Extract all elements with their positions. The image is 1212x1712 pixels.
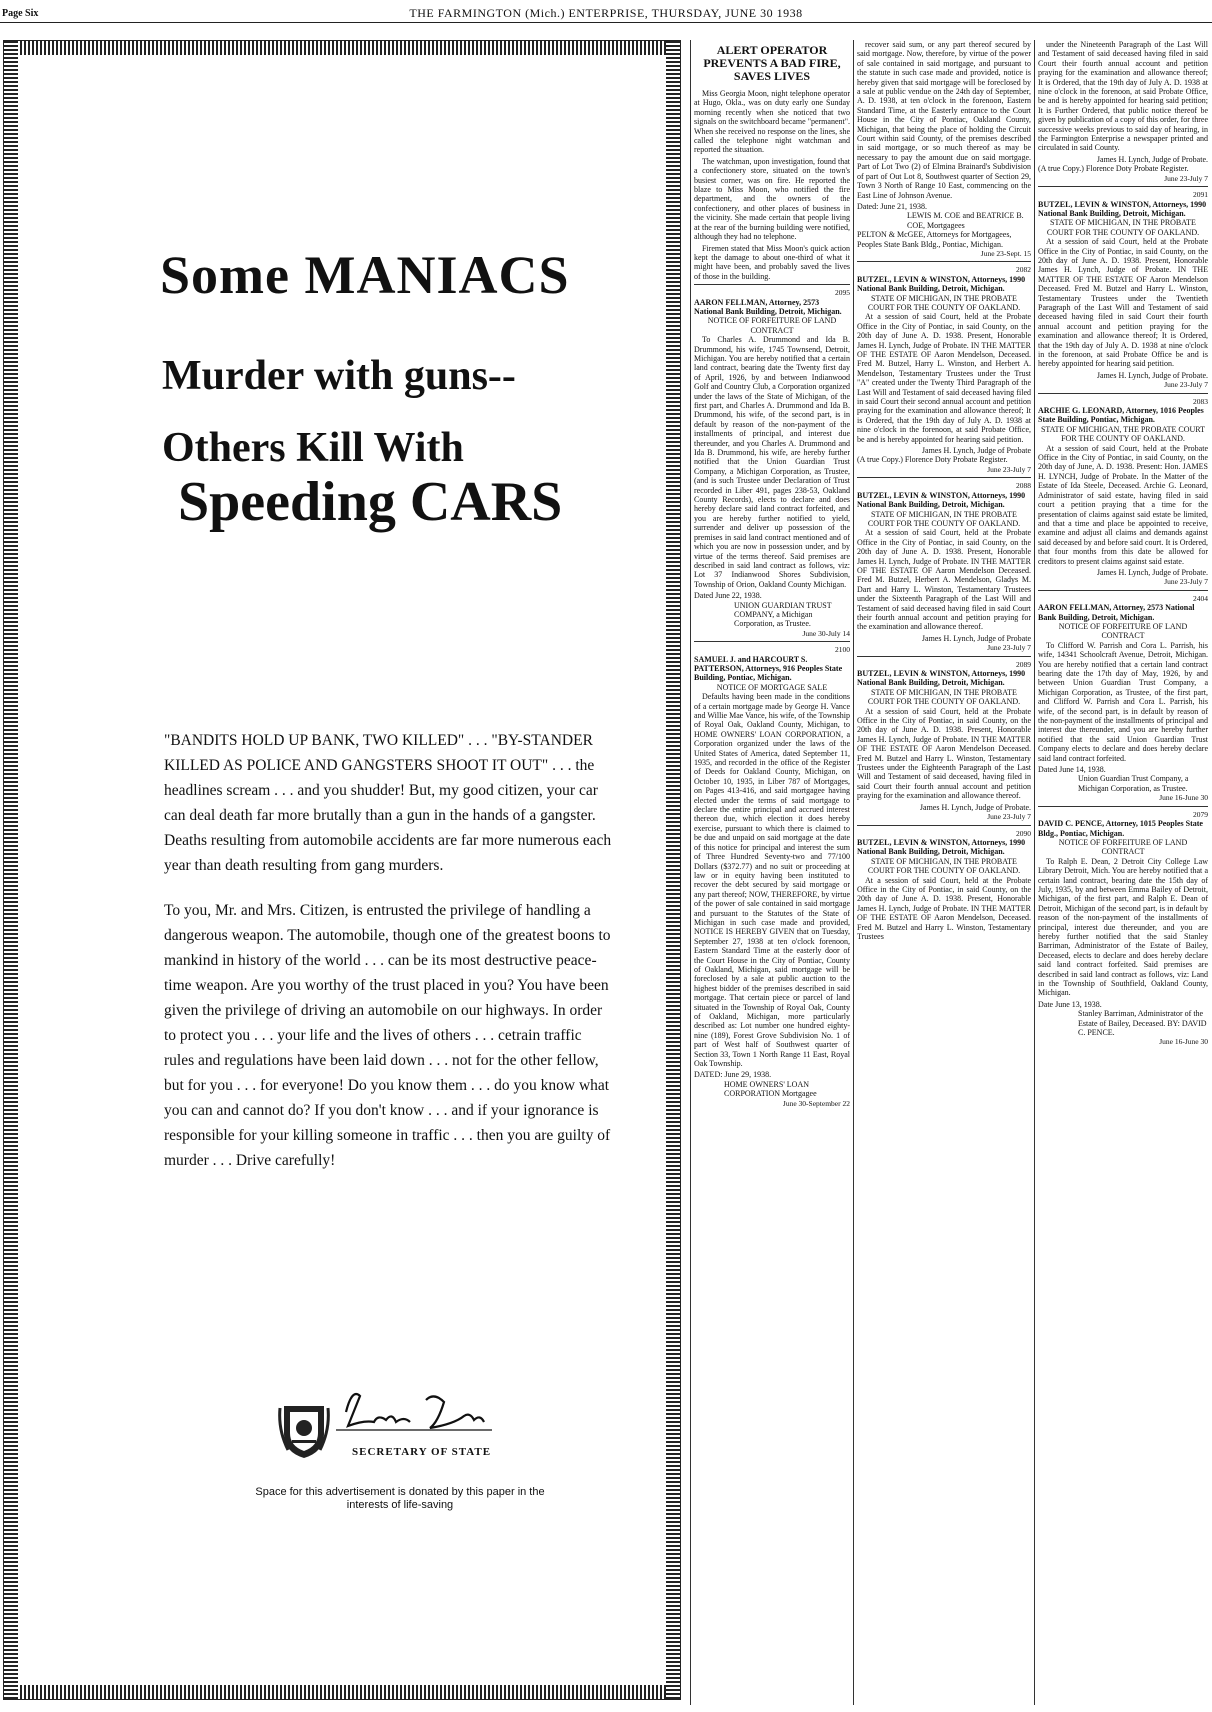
- ad-border-top: [4, 41, 680, 55]
- notice-title: STATE OF MICHIGAN, IN THE PROBATE COURT FOR THE COUNTY OF OAKLAND.: [867, 856, 1021, 876]
- notice-title: NOTICE OF FORFEITURE OF LAND CONTRACT: [1058, 837, 1188, 857]
- story-paragraph: Firemen stated that Miss Moon's quick action kept the damage to about one-third of what it might have been, and probably saved the lives of those in the building.: [694, 243, 850, 281]
- notice-rule: [1038, 806, 1208, 807]
- notice-signer: HOME OWNERS' LOAN CORPORATION Mortgagee: [724, 1079, 817, 1099]
- notice-title: NOTICE OF MORTGAGE SALE: [716, 682, 828, 692]
- notice-rule: [857, 656, 1031, 657]
- notice-attorney: PELTON & McGEE, Attorneys for Mortgagees, Peoples State Bank Bldg., Pontiac, Michigan.: [857, 230, 1012, 249]
- ad-headline-2: Murder with guns--: [162, 353, 516, 399]
- notice-body: To Charles A. Drummond and Ida B. Drummond, his wife, 1745 Townsend, Detroit, Michigan. You are hereby notified that a certain land contract, bearing date the Twenty first day of April, 1926, by and between Indianwood Golf and Country Club, a Corporation organized under the laws of the State of Michigan, of the first part, and Charles A. Drummond and Ida B. Drummond, his wife, of the second part, is in default by reason of the non-payment of the installments of principal, and interest due thereunder, and you Charles A. Drummond and Ida B. Drummond, his wife, are hereby further notified that the Union Guardian Trust Company, a Michigan Corporation, as Trustee, (and is such Trustee under Declaration of Trust recorded in Liber 491, pages 238-53, Oakland County Records), elects to declare and does hereby declare said land contract forfeited, and you are hereby further notified to yield, surrender and deliver up possession of the premises in said land contract mentioned and of which you are now in possession under, and by virtue of the terms thereof. Said premises are described in said land contract as follows, viz: Lot 37 Indianwood Shores Subdivision, Township of Orion, Oakland County Michigan.: [694, 335, 850, 589]
- column-rule: [853, 40, 854, 1705]
- notice-run-dates: June 23-July 7: [987, 643, 1031, 653]
- notice-run-dates: June 23-July 7: [987, 464, 1031, 474]
- notice-date: DATED: June 29, 1938.: [694, 1070, 772, 1080]
- signature-title: SECRETARY OF STATE: [352, 1446, 492, 1458]
- story-paragraph: The watchman, upon investigation, found that a confectionery store, situated on the town's busiest corner, was on fire. He reported the blaze to Miss Moon, who notified the fire department, and the owners of the confectionery, and other places of business in the vicinity. She made certain that people living at the rear of the burning building were notified, although they had no telephone.: [694, 156, 850, 242]
- page-label: Page Six: [2, 8, 39, 19]
- notice-rule: [1038, 590, 1208, 591]
- notice-number: 2088: [1016, 481, 1031, 491]
- notice-title: NOTICE OF FORFEITURE OF LAND CONTRACT: [1058, 621, 1188, 641]
- column-rule: [690, 40, 691, 1705]
- legal-column-1: [694, 40, 850, 1705]
- notice-body: under the Nineteenth Paragraph of the Last Will and Testament of said deceased having filed in said Court their fourth annual account and petition praying for the examination and allowance thereof; It is Ordered, that the 19th day of July A. D. 1938 at nine o'clock in the forenoon, at said Probate Office, be and is hereby appointed for hearing said petition; It is Further Ordered, that public notice thereof be given by publication of a copy of this order, for three successive weeks previous to said day of hearing, in the Farmington Enterprise a newspaper printed and circulated in said County.: [1038, 40, 1208, 153]
- notice-body: To Ralph E. Dean, 2 Detroit City College Law Library Detroit, Mich. You are hereby notified that a certain land contract, bearing date the 15th day of July, 1935, by and between Emma Bailey of Detroit, Michigan, of the first part, and Ralph E. Dean of Detroit, Michigan of the second part, is in default by reason of the non-payment of the installments of principal, interest due thereunder, and you are hereby further notified that the said Stanley Barriman, Administrator of the Estate of Bailey, Deceased, elects to declare and does hereby declare said land contract forfeited. Said premises are described in said land contract as follows, viz: Land in the Township of Southfield, Oakland County, Michigan.: [1038, 856, 1208, 998]
- notice-attorney: BUTZEL, LEVIN & WINSTON, Attorneys, 1990 National Bank Building, Detroit, Michigan.: [857, 274, 1026, 294]
- notice-title: NOTICE OF FORFEITURE OF LAND CONTRACT: [707, 316, 837, 335]
- notice-attorney: BUTZEL, LEVIN & WINSTON, Attorneys, 1990 National Bank Building, Detroit, Michigan.: [857, 490, 1026, 510]
- notice-body: Defaults having been made in the conditions of a certain mortgage made by George H. Vance and Willie Mae Vance, his wife, of the Township of Royal Oak, Oakland County, Michigan, to HOME OWNERS' LOAN CORPORATION, a Corporation organized under the laws of the United States of America, dated September 11, 1935, and recorded in the office of the Register of Deeds for Oakland County, Michigan, on October 10, 1935, in Liber 787 of Mortgages, on Pages 413-416, and said mortgagee having elected under the terms of said mortgage to declare the entire principal and accrued interest thereon due, which election it does hereby exercise, pursuant to which there is claimed to be due and unpaid on said mortgage at the date of this notice for principal and interest the sum of Three Hundred Seventy-two and 77/100 Dollars ($372.77) and no suit or proceeding at law or in equity having been instituted to recover the debt secured by said mortgage or any part thereof; NOW, THEREFORE, by virtue of the power of sale contained in said mortgage and pursuant to the Statutes of the State of Michigan in such case made and provided, NOTICE IS HEREBY GIVEN that on Tuesday, September 27, 1938 at ten o'clock forenoon, Eastern Standard Time at the easterly door of the Court House in the City of Pontiac, County of Oakland, Michigan, said mortgage will be foreclosed by a sale at public auction to the highest bidder of the premises described in said mortgage. That certain piece or parcel of land situated in the Township of Royal Oak, County of Oakland, Michigan, more particularly described as: Lot number one hundred eighty-nine (189), Forest Grove Subdivision No. 1 of part of West half of Southwest quarter of Section 33, Town 1 North Range 11 East, Royal Oak Township.: [694, 692, 850, 1069]
- column-rule: [1034, 40, 1035, 1705]
- signature-image: [334, 1382, 494, 1440]
- notice-number: 2089: [1016, 659, 1031, 669]
- notice-attorney: AARON FELLMAN, Attorney, 2573 National Bank Building, Detroit, Michigan.: [1038, 603, 1195, 622]
- notice-copy: (A true Copy.) Florence Doty Probate Register.: [857, 455, 1008, 465]
- notice-signer: James H. Lynch, Judge of Probate: [921, 446, 1031, 456]
- notice-title: STATE OF MICHIGAN, THE PROBATE COURT FOR THE COUNTY OF OAKLAND.: [1040, 424, 1206, 444]
- state-seal-icon: [278, 1400, 330, 1460]
- notice-number: 2100: [835, 645, 850, 655]
- notice-title: STATE OF MICHIGAN, IN THE PROBATE COURT FOR THE COUNTY OF OAKLAND.: [867, 509, 1021, 528]
- notice-body: To Clifford W. Parrish and Cora L. Parrish, his wife, 14341 Schoolcraft Avenue, Detroit, Michigan. You are hereby notified that a certain land contract bearing date the 17th day of May, 1926, by and between Union Guardian Trust Company, a Michigan Corporation, as Trustee, of the first part, and Clifford W. Parrish and Cora L. Parrish, his wife, of the second part, is in default by reason of the non-payment of the installments of principal and interest due thereunder, and you are hereby further notified that the said Union Guardian Trust Company elects to declare and does hereby declare said land contract forfeited.: [1038, 640, 1208, 763]
- notice-rule: [857, 477, 1031, 478]
- notice-attorney: DAVID C. PENCE, Attorney, 1015 Peoples State Bldg., Pontiac, Michigan.: [1038, 819, 1203, 838]
- notice-rule: [694, 284, 850, 285]
- notice-body: recover said sum, or any part thereof secured by said mortgage. Now, therefore, by virtue of the power of sale contained in said mortgage, and pursuant to the statute in such case made and provided, notice is hereby given that said mortgage will be foreclosed by a sale at public vendue on the 24th day of September, A. D. 1938, at ten o'clock in the forenoon, Eastern Standard Time, at the Easterly entrance to the Court House in the City of Pontiac, Oakland County, Michigan, that being the place of holding the Circuit Court within said County, of the premises described in said mortgage, or so much thereof as may be necessary to pay the amount due on said mortgage. Part of Lot Two (2) of Elmina Brainard's Subdivision of part of Out Lot 8, Southwest quarter of Section 29, Town 3 North of Range 10 East, commencing on the East Line of Johnson Avenue.: [857, 40, 1031, 200]
- notice-run-dates: June 23-Sept. 15: [980, 248, 1031, 258]
- notice-body: At a session of said Court, held at the Probate Office in the City of Pontiac, in said County, on the 20th day of June A. D. 1938. Present, Honorable James H. Lynch, Judge of Probate. IN THE MATTER OF THE ESTATE OF Aaron Mendelson, Deceased. Fred M. Butzel, Harry L. Winston, and Herbert A. Mendelson, Testamentary Trustees under the Trust "A" created under the Twenty Third Paragraph of the Last Will and Testament of said deceased having filed in said Court their second annual account and petition praying for the examination and allowance thereof; It is Ordered, that the 19th day of July A. D. 1938 at nine o'clock in the forenoon, at said Probate Office, be and is hereby appointed for hearing said petition.: [857, 312, 1031, 444]
- notice-signer: LEWIS M. COE and BEATRICE B. COE, Mortgagees: [907, 211, 1024, 230]
- notice-number: 2095: [835, 288, 850, 298]
- notice-attorney: BUTZEL, LEVIN & WINSTON, Attorneys, 1990 National Bank Building, Detroit, Michigan.: [857, 669, 1026, 688]
- notice-copy: (A true Copy.) Florence Doty Probate Register.: [1038, 164, 1189, 174]
- legal-column-3: [1038, 40, 1208, 1705]
- notice-signer: James H. Lynch, Judge of Probate: [921, 633, 1031, 643]
- notice-date: Dated June 14, 1938.: [1038, 765, 1106, 775]
- ad-border-left: [4, 41, 18, 1699]
- notice-run-dates: June 30-July 14: [802, 628, 850, 638]
- ad-headline-3: Others Kill With: [162, 425, 464, 471]
- notice-attorney: ARCHIE G. LEONARD, Attorney, 1016 Peoples State Building, Pontiac, Michigan.: [1038, 406, 1204, 425]
- ad-paragraph-1: "BANDITS HOLD UP BANK, TWO KILLED" . . . "BY-STANDER KILLED AS POLICE AND GANGSTERS SHOOT IT OUT" . . . the headlines scream . . . and you shudder! But, my good citizen, your car can deal death far more brutally than a gun in the hands of a gangster. Deaths resulting from automobile accidents are far more numerous each year than death resulting from gang murders.: [164, 732, 612, 874]
- notice-number: 2091: [1193, 190, 1208, 200]
- notice-run-dates: June 16-June 30: [1159, 1037, 1208, 1047]
- notice-attorney: AARON FELLMAN, Attorney, 2573 National Bank Building, Detroit, Michigan.: [694, 297, 842, 316]
- notice-run-dates: June 30-September 22: [782, 1098, 850, 1108]
- notice-body: At a session of said Court, held at the Probate Office in the City of Pontiac, in said County, on the 20th day of June A. D. 1938. Present, Honorable James H. Lynch, Judge of Probate. IN THE MATTER OF THE ESTATE OF Aaron Mendelson Deceased. Fred M. Butzel, Herbert A. Mendelson, Gladys M. Dart and Harry L. Winston, Testamentary Trustees under the Sixteenth Paragraph of the Last Will and Testament of said deceased having filed in said Court their fourth annual account and petition praying for the examination and allowance thereof.: [857, 528, 1031, 632]
- notice-run-dates: June 23-July 7: [1164, 577, 1208, 587]
- notice-attorney: SAMUEL J. and HARCOURT S. PATTERSON, Attorneys, 916 Peoples State Building, Pontiac, Michigan.: [694, 654, 843, 683]
- notice-signer: James H. Lynch, Judge of Probate.: [1096, 370, 1208, 380]
- story-paragraph: Miss Georgia Moon, night telephone operator at Hugo, Okla., was on duty early one Sunday morning recently when she noticed that two signals on the switchboard became "permanent". When she received no response on the lines, she called the telephone night watchman and reported the situation.: [694, 89, 850, 155]
- notice-signer: UNION GUARDIAN TRUST COMPANY, a Michigan Corporation, as Trustee.: [734, 600, 832, 629]
- notice-date: Dated June 22, 1938.: [694, 591, 762, 601]
- notice-number: 2404: [1193, 593, 1208, 603]
- notice-body: At a session of said Court, held at the Probate Office in the City of Pontiac, in said County, on the 20th day of June, A. D. 1938. Present: Hon. JAMES H. LYNCH, Judge of Probate. In the Matter of the Estate of Ida Steele, Deceased. Archie G. Leonard, Administrator of said estate, having filed in said court a petition praying that a time for the presentation of claims against said estate be limited, and that a time and place be appointed to receive, examine and adjust all claims and demands against said deceased by and before said court. It is Ordered, that four months from this date be allowed for creditors to present claims against said estate.: [1038, 443, 1208, 566]
- notice-number: 2082: [1016, 265, 1031, 275]
- notice-date: Dated: June 21, 1938.: [857, 201, 927, 211]
- ad-border-bottom: [4, 1685, 680, 1699]
- notice-attorney: BUTZEL, LEVIN & WINSTON, Attorneys, 1990 National Bank Building, Detroit, Michigan.: [1038, 199, 1207, 218]
- notice-signer: James H. Lynch, Judge of Probate.: [1096, 154, 1208, 164]
- notice-body: At a session of said Court, held at the Probate Office in the City of Pontiac, in said County, on the 20th day of June A. D. 1938. Present, Honorable James H. Lynch, Judge of Probate. IN THE MATTER OF THE ESTATE OF Aaron Mendelson, Deceased. Fred M. Butzel and Harry L. Winston, Testamentary Trustees: [857, 875, 1031, 941]
- notice-signer: James H. Lynch, Judge of Probate.: [1096, 567, 1208, 577]
- notice-number: 2090: [1016, 828, 1031, 838]
- notice-rule: [857, 261, 1031, 262]
- notice-title: STATE OF MICHIGAN, IN THE PROBATE COURT FOR THE COUNTY OF OAKLAND.: [1046, 218, 1200, 237]
- notice-rule: [857, 825, 1031, 826]
- ad-paragraph-2: To you, Mr. and Mrs. Citizen, is entrusted the privilege of handling a dangerous weapon. The automobile, though one of the greatest boons to mankind in history of the world . . . can be its most destructive peace-time weapon. Are you worthy of the trust placed in you? You have been given the privilege of driving an automobile on our highways. In order to protect you . . . your life and the lives of others . . . cetrain traffic rules and regulations have been laid down . . . not for the other fellow, but for you . . . for everyone! Do you know them . . . do you know what you can and cannot do? If you don't know . . . and if your ignorance is responsible for your killing someone in traffic . . . then you are guilty of murder . . . Drive carefully!: [164, 902, 611, 1169]
- ad-headline-1: Some MANIACS: [160, 245, 570, 305]
- notice-number: 2083: [1193, 396, 1208, 406]
- notice-run-dates: June 16-June 30: [1159, 793, 1208, 803]
- notice-title: STATE OF MICHIGAN, IN THE PROBATE COURT FOR THE COUNTY OF OAKLAND.: [867, 687, 1021, 707]
- ad-border-right: [666, 41, 680, 1699]
- notice-rule: [694, 641, 850, 642]
- masthead: THE FARMINGTON (Mich.) ENTERPRISE, THURSDAY, JUNE 30 1938: [409, 6, 803, 20]
- notice-title: STATE OF MICHIGAN, IN THE PROBATE COURT FOR THE COUNTY OF OAKLAND.: [867, 293, 1021, 312]
- notice-run-dates: June 23-July 7: [987, 812, 1031, 822]
- notice-body: At a session of said Court, held at the Probate Office in the City of Pontiac, in said County, on the 20th day of June A. D. 1938. Present, Honorable James H. Lynch, Judge of Probate. IN THE MATTER OF THE ESTATE OF Aaron Mendelson Deceased. Fred M. Butzel and Harry L. Winston, Testamentary Trustees under the Eighteenth Paragraph of the Last Will and Testament of said deceased, having filed in said Court their fourth annual account and petition praying for the examination and allowance thereof.: [857, 706, 1031, 801]
- header-rule: [0, 22, 1212, 23]
- notice-number: 2079: [1193, 809, 1208, 819]
- notice-run-dates: June 23-July 7: [1164, 380, 1208, 390]
- notice-signer: Stanley Barriman, Administrator of the Estate of Bailey, Deceased. BY: DAVID C. PENCE.: [1078, 1009, 1207, 1038]
- notice-body: At a session of said Court, held at the Probate Office in the City of Pontiac, in said County, on the 20th day of June A. D. 1938. Present, Honorable James H. Lynch, Judge of Probate. IN THE MATTER OF THE ESTATE OF Aaron Mendelson Deceased. Fred M. Butzel and Harry L. Winston, Testamentary Trustees under the Twentieth Paragraph of the Last Will and Testament of said deceased having filed in said Court their fourth annual account and petition praying for the examination and allowance thereof; It is Ordered, that the 19th day of July A. D. 1938 at nine o'clock in the forenoon, at said Probate Office be and is hereby appointed for hearing said petition.: [1038, 237, 1208, 369]
- legal-column-2: [857, 40, 1031, 1705]
- ad-headline-4: Speeding CARS: [178, 471, 563, 533]
- notice-date: Date June 13, 1938.: [1038, 999, 1102, 1009]
- notice-rule: [1038, 393, 1208, 394]
- notice-signer: James H. Lynch, Judge of Probate.: [919, 802, 1031, 812]
- notice-signer: Union Guardian Trust Company, a Michigan Corporation, as Trustee.: [1078, 774, 1189, 793]
- notice-attorney: BUTZEL, LEVIN & WINSTON, Attorneys, 1990 National Bank Building, Detroit, Michigan.: [857, 837, 1026, 857]
- ad-credit: Space for this advertisement is donated by this paper in the interests of life-saving: [255, 1486, 545, 1511]
- notice-rule: [1038, 186, 1208, 187]
- story-headline: ALERT OPERATOR PREVENTS A BAD FIRE, SAVES LIVES: [703, 43, 841, 83]
- notice-run-dates: June 23-July 7: [1164, 173, 1208, 183]
